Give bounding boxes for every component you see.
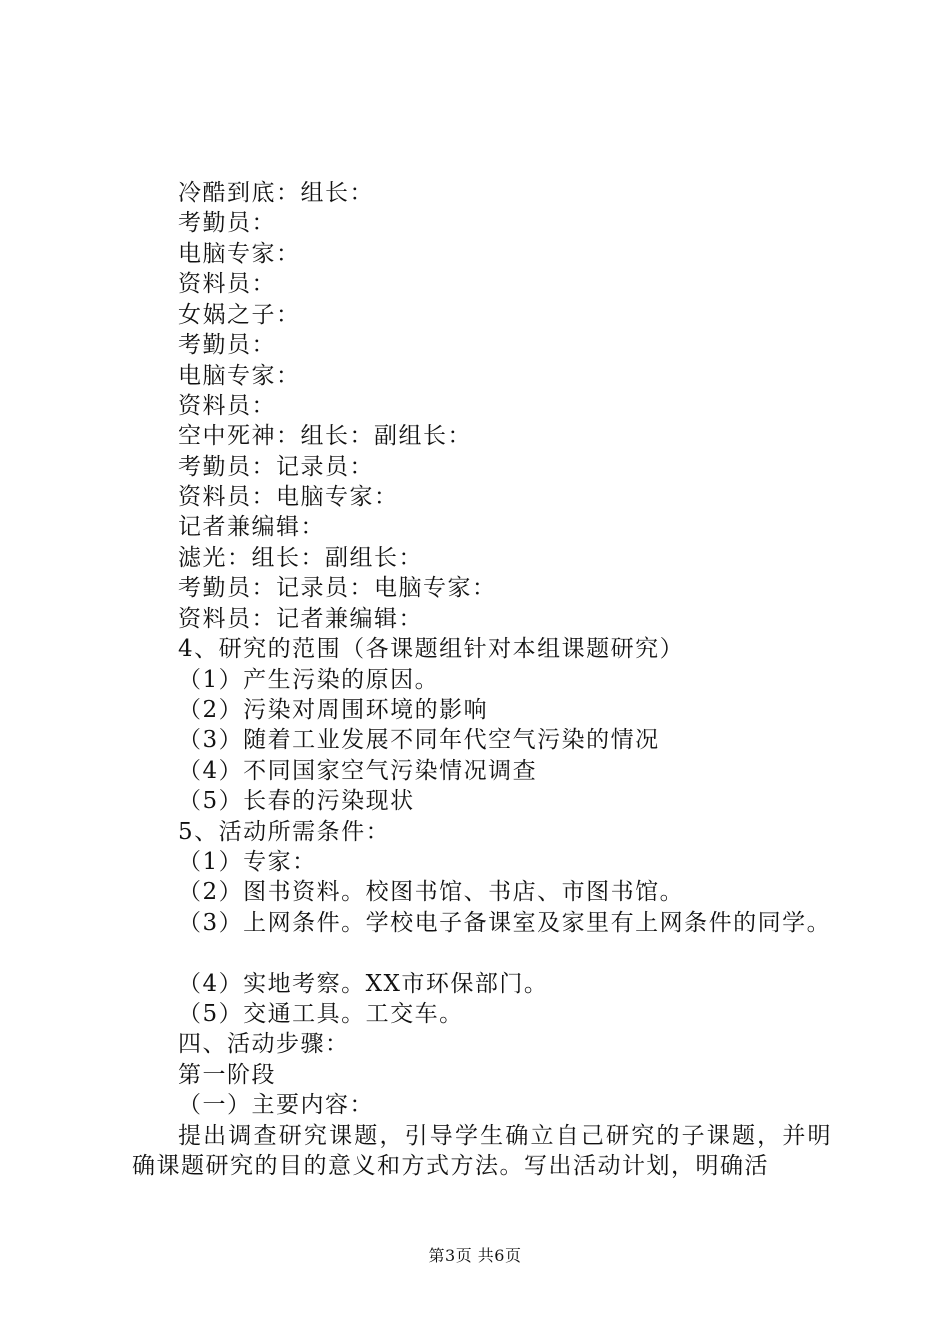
list-item: （1）产生污染的原因。 [178,667,440,693]
list-item: （5）交通工具。工交车。 [178,1001,464,1027]
text-line: 考勤员：记录员：电脑专家： [178,575,497,601]
text-line: 空中死神：组长：副组长： [178,423,472,449]
list-item: （3）随着工业发展不同年代空气污染的情况 [178,727,660,753]
text-line: 记者兼编辑： [178,514,325,540]
section-heading: （一）主要内容： [178,1092,374,1118]
list-item: （4）实地考察。XX市环保部门。 [178,971,549,997]
list-item: （1）专家： [178,849,317,875]
section-heading: 4、研究的范围（各课题组针对本组课题研究） [178,636,685,662]
section-heading: 第一阶段 [178,1062,276,1088]
section-heading: 四、活动步骤： [178,1031,350,1057]
list-item: （5）长春的污染现状 [178,788,415,814]
text-line: 资料员： [178,271,276,297]
text-line: 滤光：组长：副组长： [178,545,423,571]
text-line: 考勤员： [178,332,276,358]
text-line: 冷酷到底：组长： [178,180,374,206]
section-heading: 5、活动所需条件： [178,819,391,845]
text-line: 女娲之子： [178,302,301,328]
text-line: 考勤员：记录员： [178,454,374,480]
list-item: （3）上网条件。学校电子备课室及家里有上网条件的同学。 [178,910,832,936]
page-number: 第3页 共6页 [428,1246,522,1265]
text-line: 考勤员： [178,210,276,236]
body-paragraph: 提出调查研究课题，引导学生确立自己研究的子课题，并明确课题研究的目的意义和方式方法。写出活动计划，明确活 [132,1123,832,1179]
text-line: 资料员：电脑专家： [178,484,399,510]
list-item: （2）图书资料。校图书馆、书店、市图书馆。 [178,879,685,905]
list-item: （4）不同国家空气污染情况调查 [178,758,538,784]
text-line: 资料员： [178,393,276,419]
text-line: 电脑专家： [178,363,301,389]
text-line: 资料员：记者兼编辑： [178,606,423,632]
list-item: （2）污染对周围环境的影响 [178,697,489,723]
text-line: 电脑专家： [178,241,301,267]
